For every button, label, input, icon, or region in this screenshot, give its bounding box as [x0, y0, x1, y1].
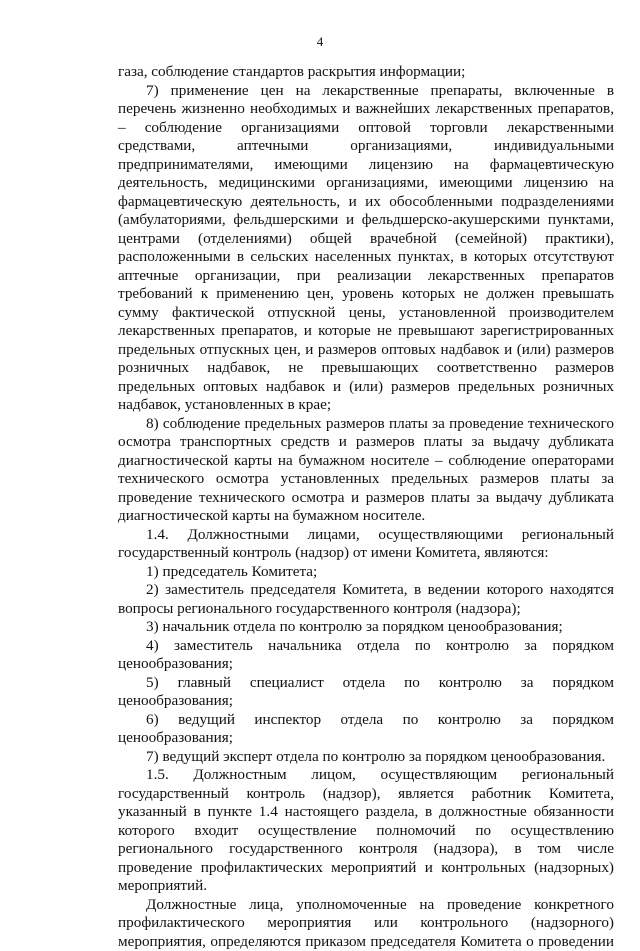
paragraph-1-4: 1.4. Должностными лицами, осуществляющими региональный государственный контроль (надзор) от имени Комитета, являются: [118, 526, 614, 563]
page-number: 4 [0, 34, 640, 50]
paragraph-1-5: 1.5. Должностным лицом, осуществляющим региональный государственный контроль (надзор), является работник Комитета, указанный в пункте 1.4 настоящего раздела, в должностные обязанности которого входит осуществление полномочий по осуществлению регионального государственного контроля (надзора), в том числе проведение профилактических мероприятий и контрольных (надзорных) мероприятий. [118, 766, 614, 896]
paragraph-item-8: 8) соблюдение предельных размеров платы за проведение технического осмотра транспортных средств и размеров платы за выдачу дубликата диагностической карты на бумажном носителе – соблюдение операторами технического осмотра установленных предельных размеров платы за проведение технического осмотра и размеров платы за выдачу дубликата диагностической карты на бумажном носителе. [118, 415, 614, 526]
list-item-1: 1) председатель Комитета; [118, 563, 614, 582]
list-item-2: 2) заместитель председателя Комитета, в ведении которого находятся вопросы регионального государственного контроля (надзора); [118, 581, 614, 618]
list-item-7: 7) ведущий эксперт отдела по контролю за порядком ценообразования. [118, 748, 614, 767]
body-text [118, 63, 614, 951]
list-item-6: 6) ведущий инспектор отдела по контролю за порядком ценообразования; [118, 711, 614, 748]
paragraph-item-7: 7) применение цен на лекарственные препараты, включенные в перечень жизненно необходимых и важнейших лекарственных препаратов, – соблюдение организациями оптовой торговли лекарственными средствами, аптечными организациями, индивидуальными предпринимателями, имеющими лицензию на фармацевтическую деятельность, медицинскими организациями, имеющими лицензию на фармацевтическую деятельность, и их обособленными подразделениями (амбулаториями, фельдшерскими и фельдшерско-акушерскими пунктами, центрами (отделениями) общей врачебной (семейной) практики), расположенными в сельских населенных пунктах, в которых отсутствуют аптечные организации, при реализации лекарственных препаратов требований к применению цен, уровень которых не должен превышать сумму фактической отпускной цены, установленной производителем лекарственных препаратов, и которые не превышают зарегистрированных предельных отпускных цен, и размеров оптовых надбавок и (или) размеров розничных надбавок, не превышающих соответственно размеров предельных оптовых надбавок и (или) размеров предельных розничных надбавок, установленных в крае; [118, 82, 614, 415]
list-item-4: 4) заместитель начальника отдела по контролю за порядком ценообразования; [118, 637, 614, 674]
list-item-5: 5) главный специалист отдела по контролю за порядком ценообразования; [118, 674, 614, 711]
paragraph-officials: Должностные лица, уполномоченные на проведение конкретного профилактического мероприятия или контрольного (надзорного) мероприятия, определяются приказом председателя Комитета о проведении [118, 896, 614, 951]
paragraph-continuation: газа, соблюдение стандартов раскрытия информации; [118, 63, 614, 82]
list-item-3: 3) начальник отдела по контролю за порядком ценообразования; [118, 618, 614, 637]
